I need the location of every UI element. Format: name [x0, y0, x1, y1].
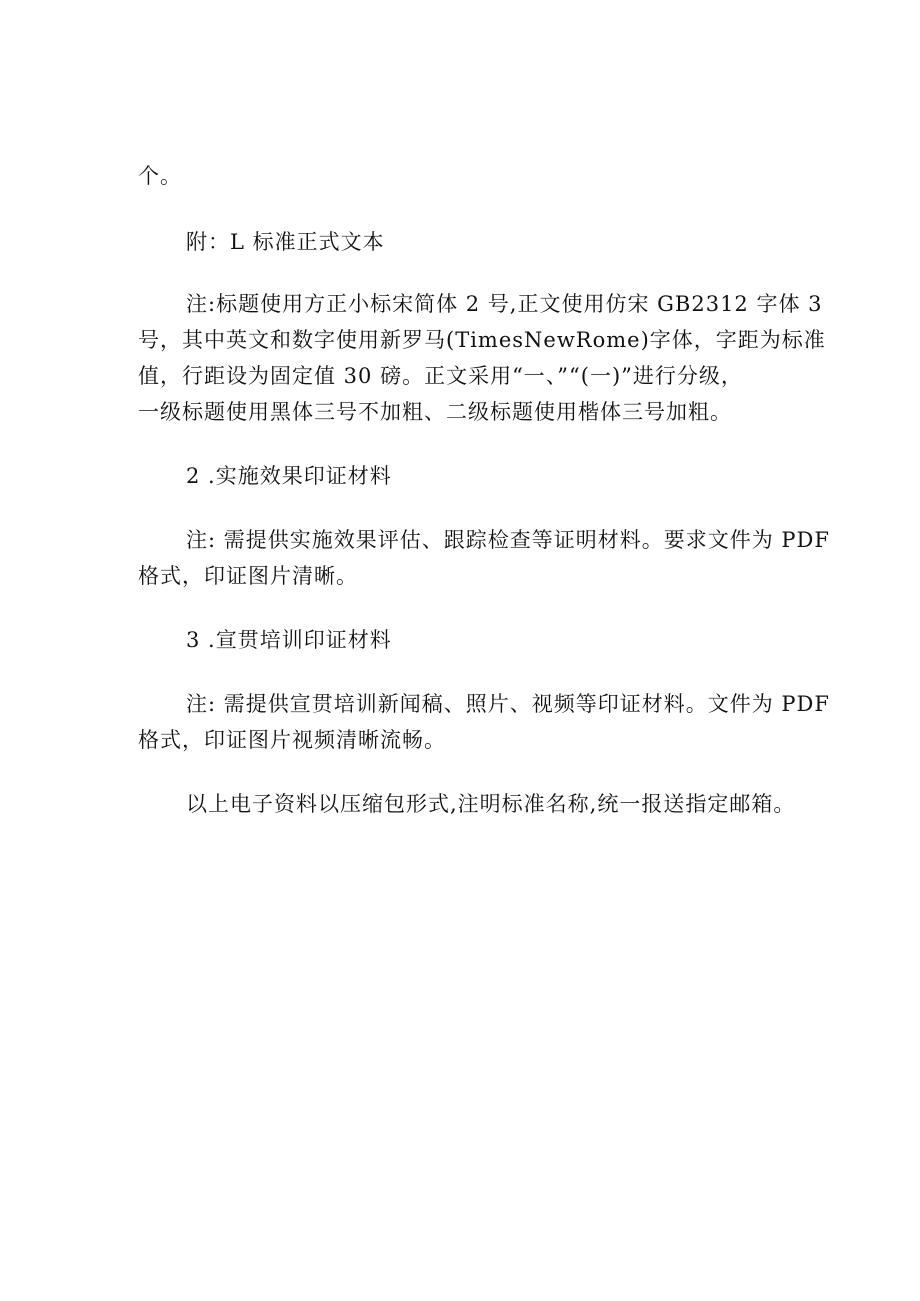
- training-note-paragraph: [138, 686, 830, 758]
- implementation-note-line-2: 格式，印证图片清晰。: [138, 564, 358, 588]
- formatting-note-line-2: 号，其中英文和数字使用新罗马(TimesNewRome)字体，字距为标准: [138, 328, 826, 352]
- formatting-note-paragraph: [138, 286, 826, 430]
- formatting-note-line-1: 注:标题使用方正小标宋简体 2 号,正文使用仿宋 GB2312 字体 3: [186, 292, 823, 316]
- formatting-note-line-4: 一级标题使用黑体三号不加粗、二级标题使用楷体三号加粗。: [138, 400, 732, 424]
- section-heading-2: 2 .实施效果印证材料: [186, 464, 392, 488]
- formatting-note-line-3: 值，行距设为固定值 30 磅。正文采用“一、”“(一)”进行分级，: [138, 364, 743, 388]
- section-heading-3: 3 .宣贯培训印证材料: [186, 628, 392, 652]
- training-note-line-2: 格式，印证图片视频清晰流畅。: [138, 728, 446, 752]
- implementation-note-paragraph: [138, 522, 830, 594]
- implementation-note-line-1: 注: 需提供实施效果评估、跟踪检查等证明材料。要求文件为 PDF: [186, 528, 830, 552]
- training-note-line-1: 注: 需提供宣贯培训新闻稿、照片、视频等印证材料。文件为 PDF: [186, 692, 830, 716]
- document-body: [138, 158, 830, 822]
- attachment-heading: 附：L 标准正式文本: [186, 230, 385, 254]
- submission-instruction: 以上电子资料以压缩包形式,注明标准名称,统一报送指定邮箱。: [186, 792, 796, 816]
- paragraph-continuation: 个。: [138, 164, 182, 188]
